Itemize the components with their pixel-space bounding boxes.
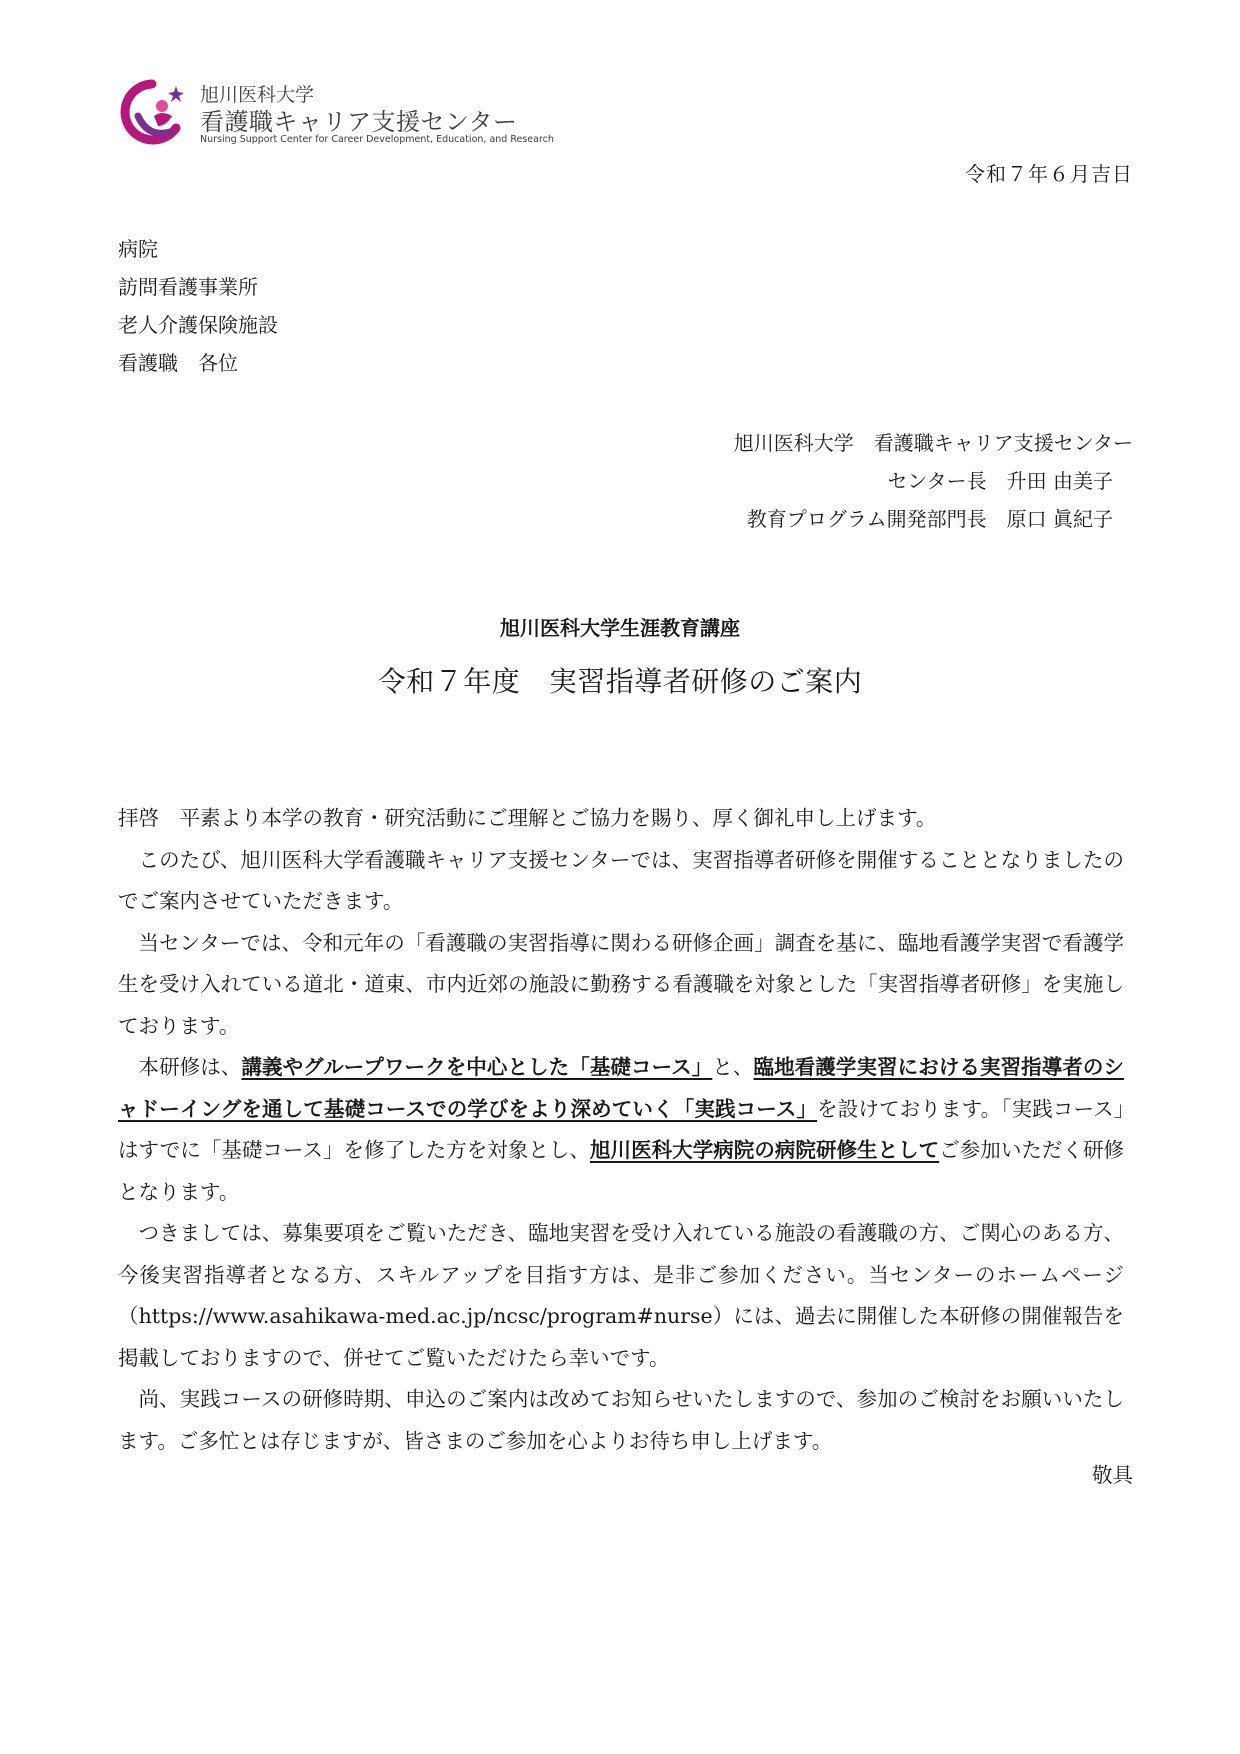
recipient-line: 老人介護保険施設 [118,313,278,337]
recipient-line: 病院 [118,237,158,261]
letter-body [118,798,1124,1462]
sender-organization: 旭川医科大学 看護職キャリア支援センター [733,431,1133,455]
paragraph-background: 当センターでは、令和元年の「看護職の実習指導に関わる研修企画」調査を基に、臨地看護学実習で看護学生を受け入れている道北・道東、市内近郊の施設に勤務する看護職を対象とした「実習指導者研修」を実施しております。 [118,930,1124,1038]
courses-text: と、 [712,1055,754,1079]
hospital-trainee-highlight: 旭川医科大学病院の病院研修生として [590,1138,940,1162]
courses-text: ご参加いただく研修となります。 [118,1138,1125,1204]
document-date: 令和７年６月吉日 [965,162,1133,186]
document-subtitle: 旭川医科大学生涯教育講座 [500,616,740,640]
sender-block [734,424,1133,538]
logo-org-name: 旭川医科大学 [200,84,315,106]
recipient-line: 訪問看護事業所 [118,275,258,299]
logo [118,76,558,150]
recipients [118,230,278,382]
paragraph-notice: 尚、実践コースの研修時期、申込のご案内は改めてお知らせいたしますので、参加のご検討をお願いいたします。ご多忙とは存じますが、皆さまのご参加を心よりお待ち申し上げます。 [118,1387,1124,1453]
paragraph-greeting: 拝啓 平素より本学の教育・研究活動にご理解とご協力を賜り、厚く御礼申し上げます。 [118,806,937,830]
sender-department-head: 教育プログラム開発部門長 原口 眞紀子 [746,507,1113,531]
paragraph-intro: このたび、旭川医科大学看護職キャリア支援センターでは、実習指導者研修を開催することとなりましたのでご案内させていただきます。 [118,847,1124,913]
courses-text: 本研修は、 [138,1055,242,1079]
basic-course-highlight: 講義やグループワークを中心とした「基礎コース」 [241,1055,713,1079]
closing-phrase: 敬具 [1092,1463,1133,1487]
paragraph-courses [118,1047,1124,1213]
sender-director: センター長 升田 由美子 [887,469,1113,493]
logo-center-name: 看護職キャリア支援センター [200,108,518,136]
document-title: 令和７年度 実習指導者研修のご案内 [377,665,863,698]
paragraph-invitation: つきましては、募集要項をご覧いただき、臨地実習を受け入れている施設の看護職の方、ご関心のある方、今後実習指導者となる方、スキルアップを目指す方は、是非ご参加ください。当センターのホームページ（https://www.asahikawa-med.ac.jp/ncsc/program#nurse）には、過去に開催した本研修の開催報告を掲載しておりますので、併せてご覧いただけたら幸いです。 [118,1221,1124,1370]
practice-course-highlight: 臨地看護学実習における実習指導者のシャドーイングを通して基礎コースでの学びをより深めていく「実践コース」 [118,1055,1125,1121]
courses-text: を設けております。「実践コース」はすでに「基礎コース」を修了した方を対象とし、 [118,1096,1124,1162]
logo-mark-icon [118,76,188,150]
recipient-line: 看護職 各位 [118,351,238,375]
logo-center-english: Nursing Support Center for Career Development, Education, and Research [200,134,554,145]
